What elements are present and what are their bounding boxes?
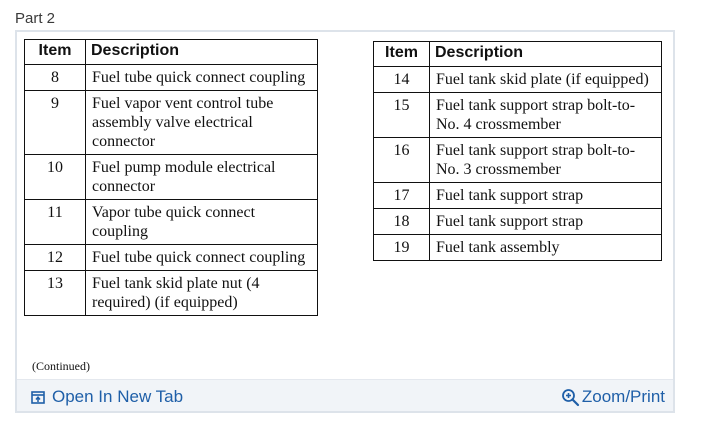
item-number: 13 [25,271,86,316]
table-row [374,209,662,235]
item-number: 18 [374,209,430,235]
table-row [374,67,662,93]
item-number: 10 [25,155,86,200]
zoom-print-label: Zoom/Print [581,387,665,406]
item-description: Fuel tank skid plate nut (4 required) (if equipped) [86,271,318,316]
zoom-print-link[interactable] [561,387,665,407]
item-number: 9 [25,91,86,155]
table-row [25,91,318,155]
item-number: 14 [374,67,430,93]
table-row [25,155,318,200]
document-image [17,32,673,379]
item-number: 19 [374,235,430,261]
continued-note: (Continued) [32,359,90,373]
item-number: 15 [374,93,430,138]
item-description: Fuel tube quick connect coupling [86,245,318,271]
item-number: 16 [374,138,430,183]
item-description: Fuel tube quick connect coupling [86,65,318,91]
item-number: 11 [25,200,86,245]
zoom-in-icon [561,388,580,407]
open-in-new-tab-icon [31,390,46,405]
table-header-row [25,40,318,65]
item-number: 17 [374,183,430,209]
open-in-new-tab-label: Open In New Tab [52,387,184,406]
item-description: Fuel tank skid plate (if equipped) [430,67,662,93]
table-row [374,93,662,138]
table-row [25,200,318,245]
item-description: Vapor tube quick connect coupling [86,200,318,245]
column-header-description: Description [86,40,318,65]
parts-table-right [373,41,662,261]
item-description: Fuel tank support strap bolt-to-No. 4 crossmember [430,93,662,138]
table-header-row [374,42,662,67]
table-row [374,183,662,209]
parts-table-left [24,39,318,316]
column-header-item: Item [374,42,430,67]
table-row [374,235,662,261]
item-description: Fuel vapor vent control tube assembly valve electrical connector [86,91,318,155]
item-description: Fuel pump module electrical connector [86,155,318,200]
open-in-new-tab-link[interactable] [31,387,183,407]
document-frame [15,30,675,413]
column-header-description: Description [430,42,662,67]
item-description: Fuel tank support strap [430,183,662,209]
table-row [374,138,662,183]
image-footer-bar [17,379,673,411]
table-row [25,271,318,316]
part-label: Part 2 [15,10,56,27]
item-number: 12 [25,245,86,271]
item-description: Fuel tank support strap [430,209,662,235]
table-row [25,65,318,91]
table-row [25,245,318,271]
item-number: 8 [25,65,86,91]
column-header-item: Item [25,40,86,65]
item-description: Fuel tank support strap bolt-to-No. 3 crossmember [430,138,662,183]
item-description: Fuel tank assembly [430,235,662,261]
